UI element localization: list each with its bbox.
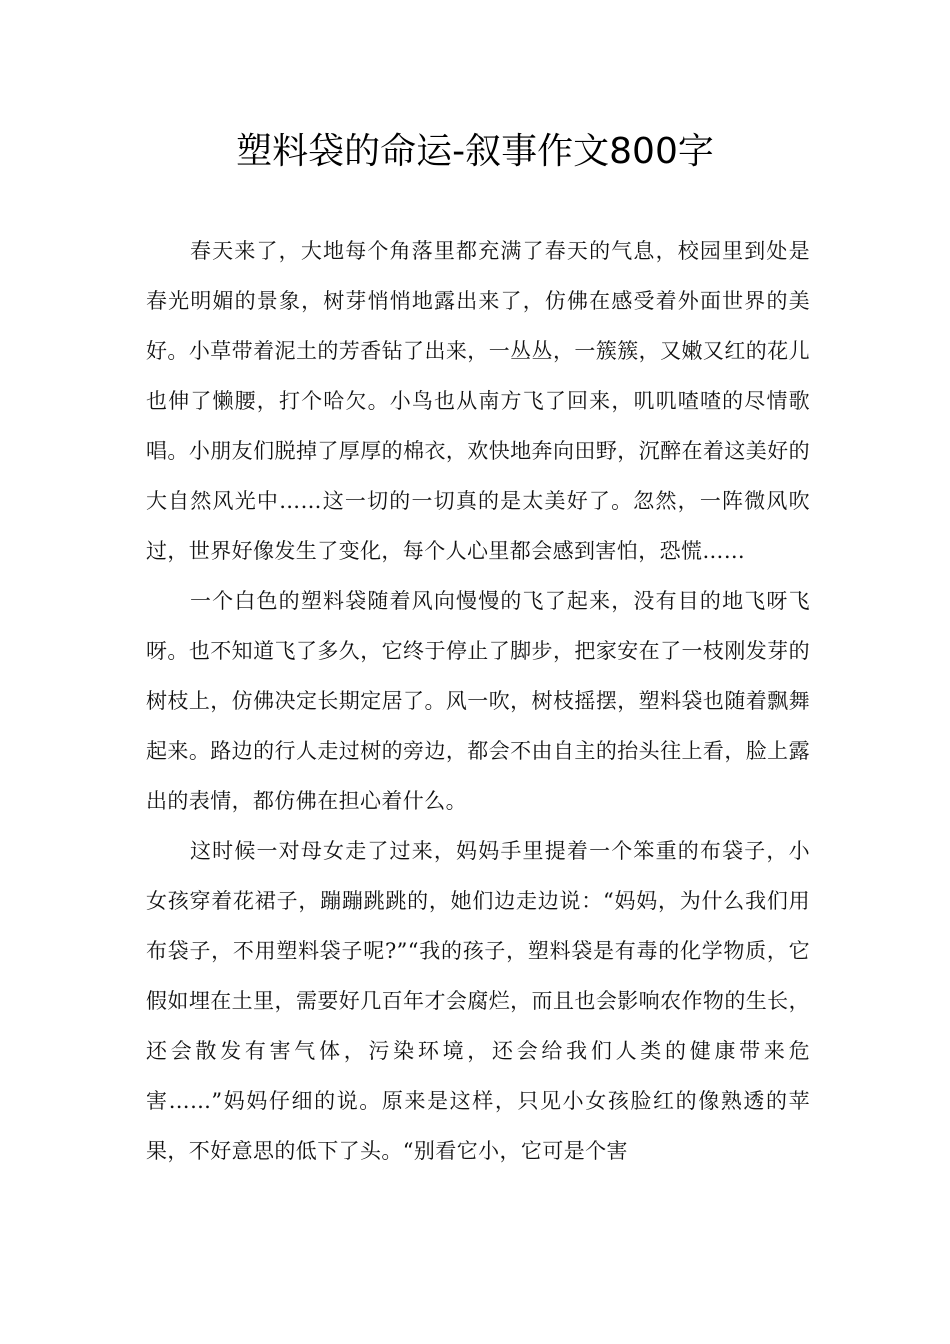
paragraph-2: 一个白色的塑料袋随着风向慢慢的飞了起来，没有目的地飞呀飞呀。也不知道飞了多久，它终于停止了脚步，把家安在了一枝刚发芽的树枝上，仿佛决定长期定居了。风一吹，树枝摇摆，塑料袋也随着飘舞起来。路边的行人走过树的旁边，都会不由自主的抬头往上看，脸上露出的表情，都仿佛在担心着什么。: [146, 589, 810, 813]
paragraph-3: 这时候一对母女走了过来，妈妈手里提着一个笨重的布袋子，小女孩穿着花裙子，蹦蹦跳跳的，她们边走边说：“妈妈，为什么我们用布袋子，不用塑料袋子呢?”“我的孩子，塑料袋是有毒的化学物质，它假如埋在土里，需要好几百年才会腐烂，而且也会影响农作物的生长，还会散发有害气体，污染环境，还会给我们人类的健康带来危害……”妈妈仔细的说。原来是这样，只见小女孩脸红的像熟透的苹果，不好意思的低下了头。“别看它小，它可是个害: [146, 839, 810, 1163]
paragraph-1: 春天来了，大地每个角落里都充满了春天的气息，校园里到处是春光明媚的景象，树芽悄悄地露出来了，仿佛在感受着外面世界的美好。小草带着泥土的芳香钻了出来，一丛丛，一簇簇，又嫩又红的花儿也伸了懒腰，打个哈欠。小鸟也从南方飞了回来，叽叽喳喳的尽情歌唱。小朋友们脱掉了厚厚的棉衣，欢快地奔向田野，沉醉在着这美好的大自然风光中……这一切的一切真的是太美好了。忽然，一阵微风吹过，世界好像发生了变化，每个人心里都会感到害怕，恐慌……: [146, 239, 810, 563]
document-title: 塑料袋的命运-叙事作文800字: [236, 131, 714, 172]
document-body: [146, 226, 810, 1176]
